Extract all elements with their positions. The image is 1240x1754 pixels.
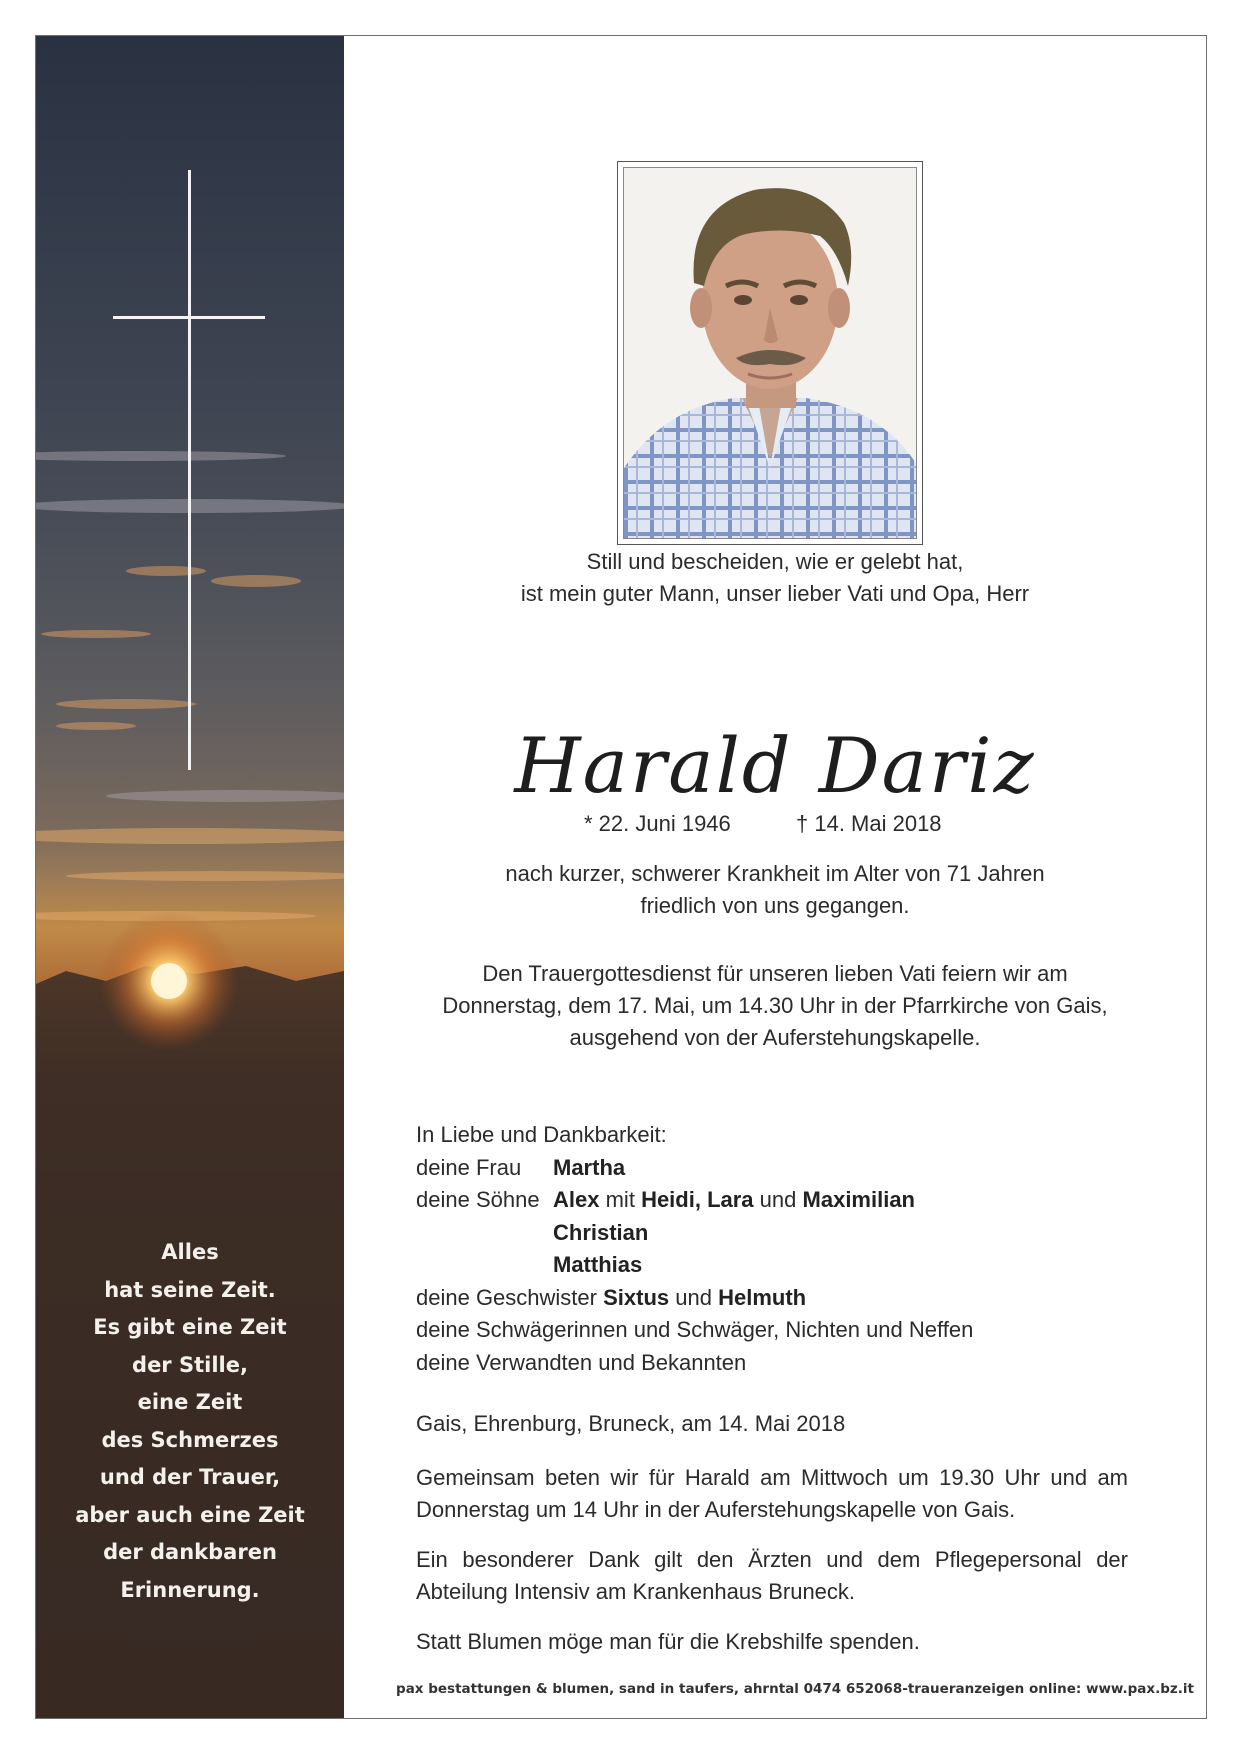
sidebar-poem [36, 1234, 344, 1609]
mourner-relatives-row: deine Verwandten und Bekannten [416, 1349, 747, 1375]
death-date: † 14. Mai 2018 [796, 811, 942, 836]
poem-line: der Stille, [132, 1352, 248, 1377]
with-word: mit [605, 1187, 635, 1212]
sibling-name: Sixtus [603, 1284, 670, 1310]
birth-date: * 22. Juni 1946 [584, 811, 731, 836]
poem-line: eine Zeit [137, 1390, 243, 1414]
portrait-frame [617, 161, 923, 545]
service-line-2: Donnerstag, dem 17. Mai, um 14.30 Uhr in der Pfarrkirche von Gais, [442, 993, 1108, 1018]
service-text [344, 958, 1206, 1054]
sons-label: deine Söhne [416, 1187, 540, 1212]
sibling-name: Helmuth [718, 1284, 807, 1310]
poem-line: Es gibt eine Zeit [93, 1315, 287, 1339]
passing-text [344, 858, 1206, 922]
mourners-heading: In Liebe und Dankbarkeit: [416, 1122, 667, 1147]
passing-line-2: friedlich von uns gegangen. [640, 893, 910, 918]
and-word: und [675, 1284, 712, 1310]
thanks-notice: Ein besonderer Dank gilt den Ärzten und dem Pflegepersonal der Abteilung Intensiv am Krankenhaus Bruneck. [416, 1547, 1128, 1604]
wife-label: deine Frau [416, 1154, 522, 1180]
mourner-wife-row [416, 1152, 1156, 1185]
deceased-name: Harald Dariz [514, 721, 1036, 810]
siblings-label: deine Geschwister [416, 1284, 597, 1310]
grandchildren-names: Heidi, Lara [641, 1187, 754, 1212]
poem-line: und der Trauer, [99, 1465, 281, 1489]
poem-line: Alles [161, 1240, 219, 1264]
flowers-notice: Statt Blumen möge man für die Krebshilfe spenden. [416, 1629, 920, 1654]
mourner-sons-row [416, 1184, 1156, 1217]
prayer-notice: Gemeinsam beten wir für Harald am Mittwoch um 19.30 Uhr und am Donnerstag um 14 Uhr in der Auferstehungskapelle von Gais. [416, 1465, 1128, 1522]
poem-line: aber auch eine Zeit [75, 1502, 305, 1527]
service-line-1: Den Trauergottesdienst für unseren lieben Vati feiern wir am [482, 961, 1068, 986]
intro-line-1: Still und bescheiden, wie er gelebt hat, [586, 549, 964, 574]
and-word: und [759, 1187, 797, 1212]
cross-icon-vertical [188, 170, 191, 770]
mourners-list [416, 1119, 1156, 1379]
poem-line: des Schmerzes [101, 1427, 279, 1452]
mourner-inlaws-row: deine Schwägerinnen und Schwäger, Nichten und Neffen [416, 1317, 974, 1342]
place-date: Gais, Ehrenburg, Bruneck, am 14. Mai 2018 [416, 1411, 846, 1436]
intro-line-2: ist mein guter Mann, unser lieber Vati und Opa, Herr [520, 581, 1030, 606]
son-name: Alex [553, 1187, 600, 1212]
passing-line-1: nach kurzer, schwerer Krankheit im Alter von 71 Jahren [505, 861, 1045, 886]
son-name: Christian [553, 1219, 649, 1245]
grandchild-name: Maximilian [802, 1187, 915, 1212]
poem-line: Erinnerung. [120, 1577, 260, 1602]
portrait-illustration [624, 168, 916, 538]
poem-line: der dankbaren [103, 1540, 277, 1564]
cross-icon-horizontal [113, 316, 265, 319]
sunset-sidebar [36, 36, 344, 1718]
footer-funeral-home: pax bestattungen & blumen, sand in taufers, ahrntal 0474 652068-traueranzeigen online: www.pax.bz.it [396, 1681, 1194, 1697]
service-line-3: ausgehend von der Auferstehungskapelle. [569, 1025, 981, 1050]
mourner-son-row [416, 1249, 1156, 1282]
wife-name: Martha [553, 1154, 626, 1180]
intro-text [344, 546, 1206, 610]
poem-line: hat seine Zeit. [104, 1277, 276, 1302]
mourner-son-row [416, 1217, 1156, 1250]
portrait-photo [623, 167, 917, 539]
obituary-content [344, 36, 1206, 1718]
son-name: Matthias [553, 1252, 643, 1277]
mourner-siblings-row [416, 1282, 1156, 1315]
